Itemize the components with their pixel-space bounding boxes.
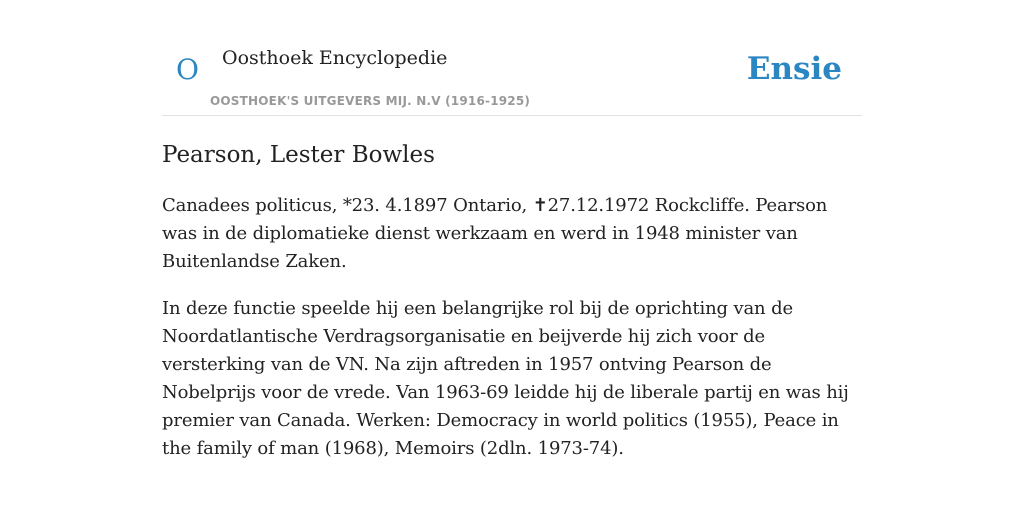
entry-paragraph: In deze functie speelde hij een belangrijke rol bij de oprichting van de Noordatlantische Verdragsorganisatie en beijverde hij zich voor de versterking van de VN. Na zijn aftreden in 1957 ontving Pearson de Nobelprijs voor de vrede. Van 1963-69 leidde hij de liberale partij en was hij premier van Canada. Werken: Democracy in world politics (1955), Peace in the family of man (1968), Memoirs (2dln. 1973-74). <box>162 298 849 459</box>
entry-body <box>162 192 862 463</box>
source-publisher: OOSTHOEK'S UITGEVERS MIJ. N.V (1916-1925) <box>210 94 531 108</box>
entry-title: Pearson, Lester Bowles <box>162 142 435 168</box>
brand-logo-link[interactable]: Ensie <box>746 51 842 87</box>
source-logo-icon: O <box>176 53 199 86</box>
source-header <box>162 44 862 116</box>
page <box>162 0 862 463</box>
source-title-link[interactable]: Oosthoek Encyclopedie <box>222 47 448 69</box>
entry-paragraph: Canadees politicus, *23. 4.1897 Ontario, ✝27.12.1972 Rockcliffe. Pearson was in de diplomatieke dienst werkzaam en werd in 1948 minister van Buitenlandse Zaken. <box>162 195 828 272</box>
